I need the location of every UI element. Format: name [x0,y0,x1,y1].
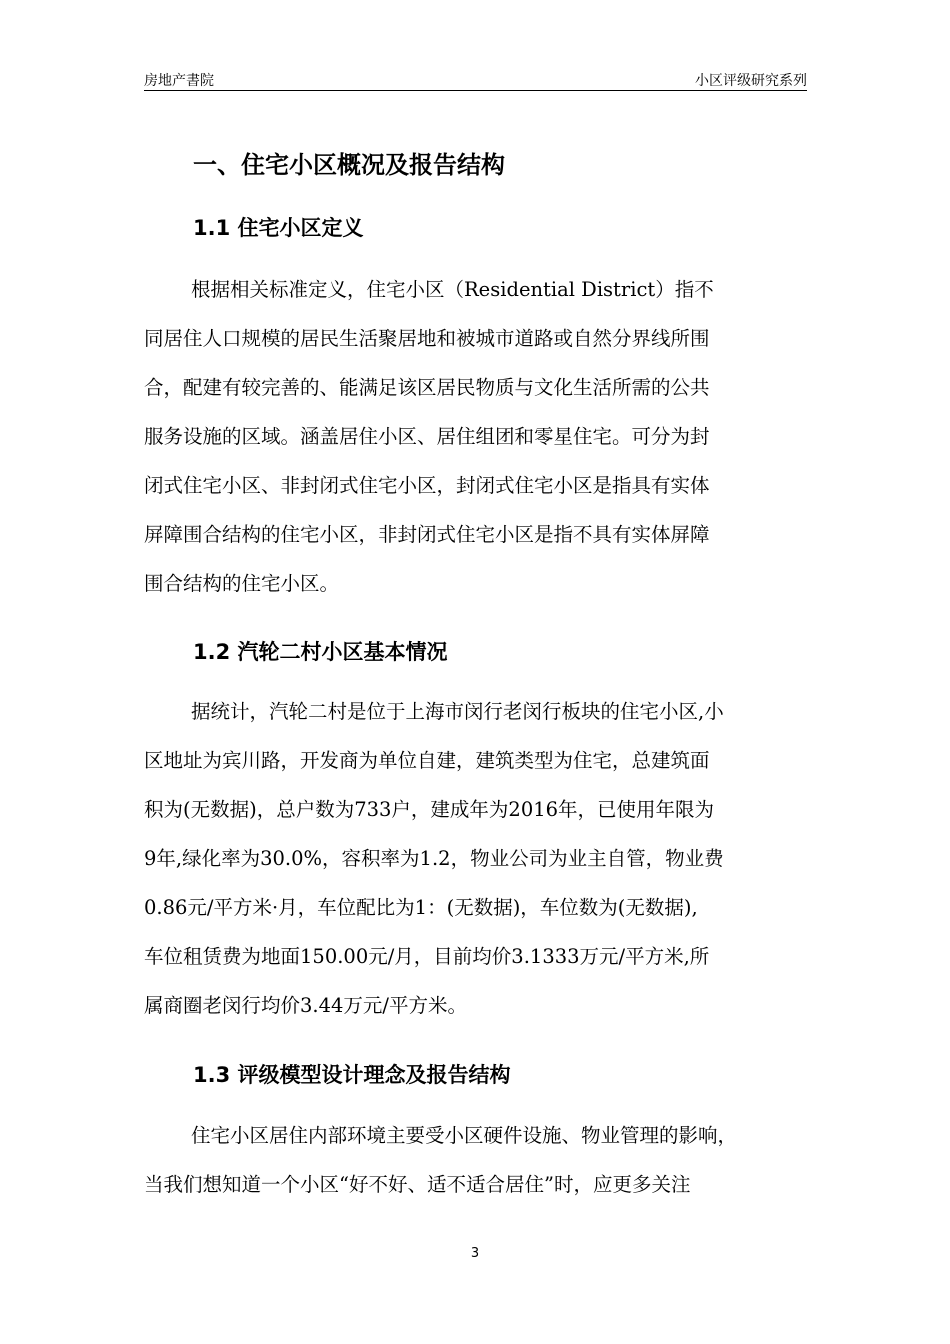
section-heading-1-3: 1.3 评级模型设计理念及报告结构 [193,1063,511,1087]
paragraph-line: 当我们想知道一个小区“好不好、适不适合居住”时，应更多关注 [144,1173,691,1196]
paragraph-line: 同居住人口规模的居民生活聚居地和被城市道路或自然分界线所围 [144,327,710,350]
header-series-title: 小区评级研究系列 [695,73,807,89]
header-publisher: 房地产書院 [144,73,214,89]
paragraph-line: 屏障围合结构的住宅小区，非封闭式住宅小区是指不具有实体屏障 [144,523,710,546]
chapter-title: 一、住宅小区概况及报告结构 [193,151,505,179]
paragraph-line: 闭式住宅小区、非封闭式住宅小区，封闭式住宅小区是指具有实体 [144,474,710,497]
paragraph-model-design [144,1111,807,1209]
section-heading-1-1: 1.1 住宅小区定义 [193,216,364,240]
paragraph-line: 属商圈老闵行均价3.44万元/平方米。 [144,994,467,1017]
paragraph-definition [144,265,807,608]
paragraph-line: 围合结构的住宅小区。 [144,572,340,595]
page-header [144,64,807,91]
paragraph-line: 9年,绿化率为30.0%，容积率为1.2，物业公司为业主自管，物业费 [144,847,724,870]
paragraph-community-info [144,687,807,1030]
page-number: 3 [470,1246,480,1261]
paragraph-line: 根据相关标准定义，住宅小区（Residential District）指不 [191,278,714,301]
paragraph-line: 合，配建有较完善的、能满足该区居民物质与文化生活所需的公共 [144,376,710,399]
paragraph-line: 车位租赁费为地面150.00元/月，目前均价3.1333万元/平方米,所 [144,945,710,968]
paragraph-line: 区地址为宾川路，开发商为单位自建，建筑类型为住宅，总建筑面 [144,749,710,772]
paragraph-line: 积为(无数据)，总户数为733户，建成年为2016年，已使用年限为 [144,798,715,821]
paragraph-line: 服务设施的区域。涵盖居住小区、居住组团和零星住宅。可分为封 [144,425,710,448]
paragraph-line: 住宅小区居住内部环境主要受小区硬件设施、物业管理的影响， [191,1124,738,1147]
section-heading-1-2: 1.2 汽轮二村小区基本情况 [193,640,448,664]
paragraph-line: 据统计，汽轮二村是位于上海市闵行老闵行板块的住宅小区,小 [191,700,724,723]
paragraph-line: 0.86元/平方米·月，车位配比为1：(无数据)，车位数为(无数据), [144,896,698,919]
